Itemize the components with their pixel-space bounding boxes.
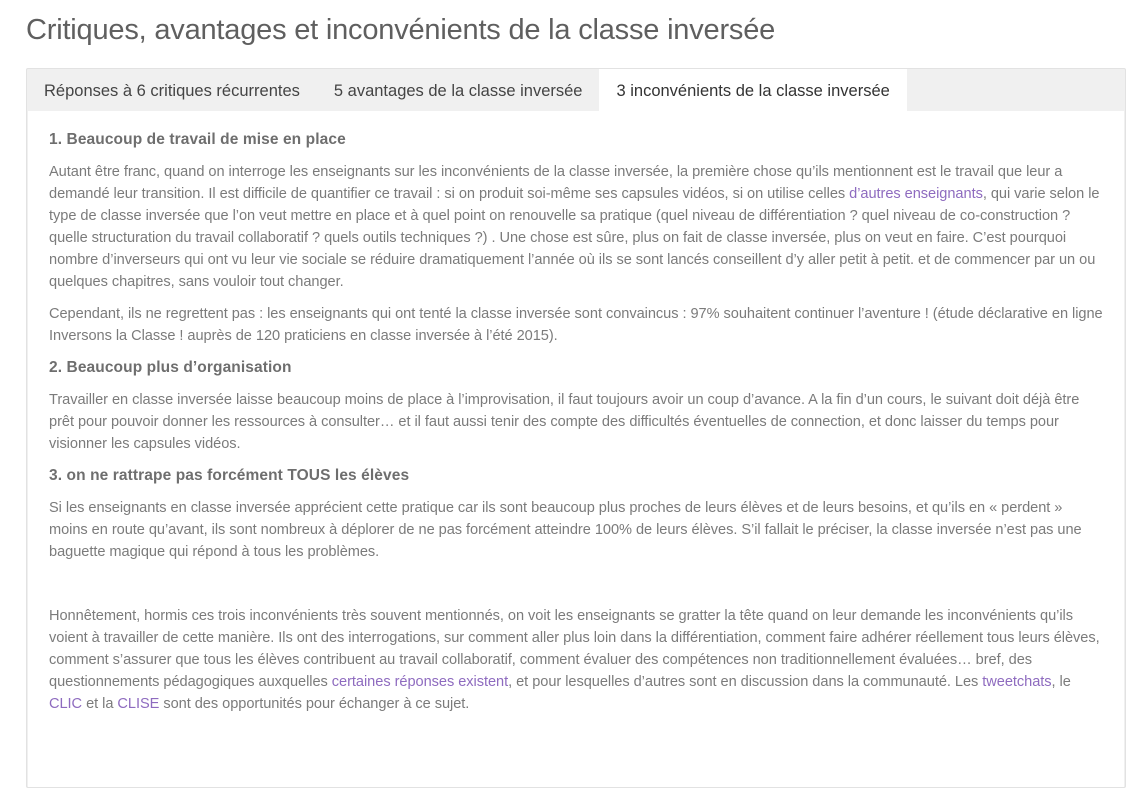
section-heading-1: 1. Beaucoup de travail de mise en place — [49, 131, 346, 148]
paragraph-conclusion — [49, 605, 1104, 715]
conclusion-text-b: , et pour lesquelles d’autres sont en discussion dans la communauté. Les — [508, 674, 983, 690]
paragraph-1-text-a: Autant être franc, quand on interroge les enseignants sur les inconvénients de la classe inversée, la première chose qu’ils mentionnent est le travail que leur a demandé leur transition. Il est difficile de quantifier ce travail : si on produit soi-même ses capsules vidéos, si on utilise celles — [49, 164, 1063, 202]
tabs-container — [26, 68, 1126, 788]
tab-inconvenients[interactable]: 3 inconvénients de la classe inversée — [599, 69, 906, 111]
link-autres-enseignants[interactable]: d’autres enseignants — [849, 186, 983, 202]
link-certaines-reponses[interactable]: certaines réponses existent — [331, 674, 509, 690]
page-title: Critiques, avantages et inconvénients de la classe inversée — [26, 14, 776, 46]
conclusion-text-c: , le — [1051, 674, 1071, 690]
tab-avantages[interactable]: 5 avantages de la classe inversée — [333, 82, 583, 100]
paragraph-1-text-b: , qui varie selon le type de classe inversée que l’on veut mettre en place et à quel point on renouvelle sa pratique (quel niveau de différentiation ? quel niveau de co-construction ? quelle structuration du travail collaboratif ? quels outils techniques ?) . Une chose est sûre, plus on fait de classe inversée, plus on veut en faire. C’est pourquoi nombre d’inverseurs qui ont vu leur vie sociale se réduire dramatiquement l’année où ils se sont lancés conseillent d’y aller petit à petit. et de commencer par un ou quelques chapitres, sans vouloir tout changer. — [49, 186, 1100, 290]
conclusion-text-e: sont des opportunités pour échanger à ce sujet. — [159, 696, 470, 712]
paragraph-4: Si les enseignants en classe inversée apprécient cette pratique car ils sont beaucoup plus proches de leurs élèves et de leurs besoins, et qu’ils en « perdent » moins en route qu’avant, ils sont nombreux à déplorer de ne pas forcément atteindre 100% de leurs élèves. S’il fallait le préciser, la classe inversée n’est pas une baguette magique qui répond à tous les problèmes. — [49, 500, 1082, 560]
section-heading-2: 2. Beaucoup plus d’organisation — [49, 359, 292, 376]
paragraph-1 — [49, 161, 1104, 293]
paragraph-3: Travailler en classe inversée laisse beaucoup moins de place à l’improvisation, il faut toujours avoir un coup d’avance. A la fin d’un cours, le suivant doit déjà être prêt pour pouvoir donner les ressources à consulter… et il faut aussi tenir des compte des difficultés éventuelles de connection, et donc laisser du temps pour visionner les capsules vidéos. — [49, 392, 1080, 452]
paragraph-2: Cependant, ils ne regrettent pas : les enseignants qui ont tenté la classe inversée sont convaincus : 97% souhaitent continuer l’aventure ! (étude déclarative en ligne Inversons la Classe ! auprès de 120 praticiens en classe inversée à l’été 2015). — [49, 306, 1103, 344]
conclusion-text-d: et la — [82, 696, 118, 712]
tab-bar — [27, 69, 907, 111]
tab-critiques[interactable]: Réponses à 6 critiques récurrentes — [44, 82, 300, 100]
conclusion-text-a: Honnêtement, hormis ces trois inconvénients très souvent mentionnés, on voit les enseignants se gratter la tête quand on leur demande les inconvénients qu’ils voient à travailler de cette manière. Ils ont des interrogations, sur comment aller plus loin dans la différentiation, comment faire adhérer réellement tous leurs élèves, comment s’assurer que tous les élèves contribuent au travail collaboratif, comment évaluer des compétences non traditionnellement évaluées… bref, des questionnements pédagogiques auxquelles — [49, 608, 1100, 690]
tab-panel-inconvenients — [28, 111, 1124, 787]
link-tweetchats[interactable]: tweetchats — [982, 674, 1052, 690]
link-clise[interactable]: CLISE — [117, 696, 160, 712]
section-heading-3: 3. on ne rattrape pas forcément TOUS les élèves — [49, 467, 410, 484]
link-clic[interactable]: CLIC — [49, 696, 83, 712]
